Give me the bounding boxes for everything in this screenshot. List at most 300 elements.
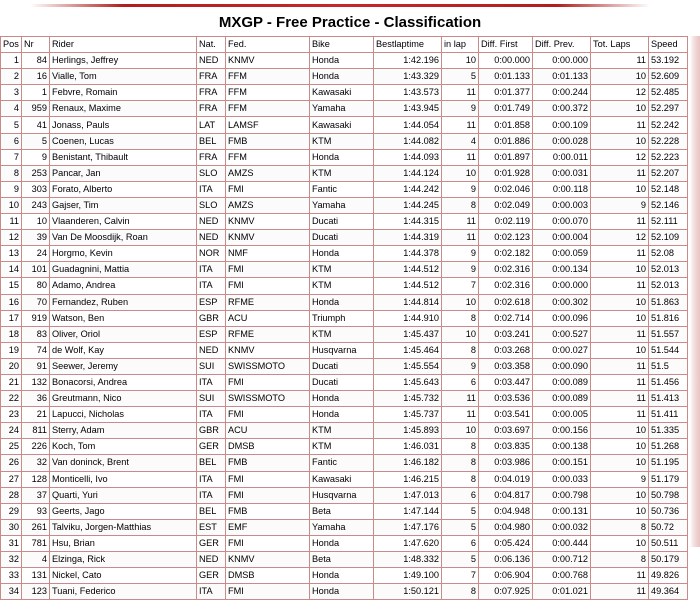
- cell-in-lap: 10: [442, 295, 479, 311]
- cell-pos: 18: [0, 327, 22, 343]
- cell-bestlaptime: 1:50.121: [374, 584, 442, 600]
- cell-speed: 49.826: [649, 568, 688, 584]
- cell-tot-laps: 12: [591, 85, 649, 101]
- cell-nr: 80: [22, 278, 50, 294]
- cell-bestlaptime: 1:44.315: [374, 214, 442, 230]
- table-row: [0, 455, 688, 471]
- cell-nat: ITA: [197, 262, 226, 278]
- cell-diff-prev: 0:00.131: [533, 504, 591, 520]
- cell-bestlaptime: 1:44.093: [374, 150, 442, 166]
- table-row: [0, 375, 688, 391]
- table-row: [0, 53, 688, 69]
- cell-diff-first: 0:02.046: [479, 182, 533, 198]
- cell-bestlaptime: 1:43.573: [374, 85, 442, 101]
- cell-rider: Hsu, Brian: [50, 536, 197, 552]
- cell-bike: Ducati: [310, 214, 374, 230]
- cell-diff-prev: 0:00.004: [533, 230, 591, 246]
- cell-tot-laps: 10: [591, 311, 649, 327]
- table-row: [0, 262, 688, 278]
- cell-bestlaptime: 1:45.737: [374, 407, 442, 423]
- cell-in-lap: 11: [442, 407, 479, 423]
- cell-diff-prev: 0:00.798: [533, 488, 591, 504]
- cell-tot-laps: 11: [591, 391, 649, 407]
- cell-diff-prev: 0:00.032: [533, 520, 591, 536]
- cell-fed: AMZS: [226, 166, 310, 182]
- cell-in-lap: 9: [442, 182, 479, 198]
- cell-tot-laps: 11: [591, 584, 649, 600]
- cell-rider: Bonacorsi, Andrea: [50, 375, 197, 391]
- cell-pos: 12: [0, 230, 22, 246]
- cell-fed: RFME: [226, 327, 310, 343]
- cell-fed: FMI: [226, 375, 310, 391]
- cell-fed: ACU: [226, 423, 310, 439]
- cell-diff-first: 0:02.316: [479, 262, 533, 278]
- cell-nr: 261: [22, 520, 50, 536]
- cell-diff-prev: 0:00.527: [533, 327, 591, 343]
- cell-nr: 226: [22, 439, 50, 455]
- cell-diff-first: 0:03.358: [479, 359, 533, 375]
- cell-rider: Benistant, Thibault: [50, 150, 197, 166]
- cell-nat: NED: [197, 53, 226, 69]
- cell-speed: 52.297: [649, 101, 688, 117]
- cell-nr: 303: [22, 182, 50, 198]
- cell-speed: 51.411: [649, 407, 688, 423]
- cell-tot-laps: 10: [591, 295, 649, 311]
- cell-diff-first: 0:03.268: [479, 343, 533, 359]
- cell-bike: Ducati: [310, 375, 374, 391]
- cell-bike: KTM: [310, 262, 374, 278]
- cell-bike: KTM: [310, 439, 374, 455]
- table-header-row: [0, 36, 688, 53]
- cell-bestlaptime: 1:45.893: [374, 423, 442, 439]
- cell-diff-first: 0:02.049: [479, 198, 533, 214]
- cell-rider: Febvre, Romain: [50, 85, 197, 101]
- cell-diff-first: 0:02.618: [479, 295, 533, 311]
- cell-diff-first: 0:04.948: [479, 504, 533, 520]
- cell-nat: GER: [197, 568, 226, 584]
- table-row: [0, 504, 688, 520]
- cell-nat: ITA: [197, 182, 226, 198]
- cell-tot-laps: 12: [591, 150, 649, 166]
- cell-fed: FMB: [226, 134, 310, 150]
- cell-bestlaptime: 1:45.643: [374, 375, 442, 391]
- cell-bike: Honda: [310, 246, 374, 262]
- cell-fed: SWISSMOTO: [226, 391, 310, 407]
- cell-pos: 29: [0, 504, 22, 520]
- cell-diff-first: 0:04.817: [479, 488, 533, 504]
- table-row: [0, 311, 688, 327]
- cell-bestlaptime: 1:42.196: [374, 53, 442, 69]
- cell-diff-first: 0:00.000: [479, 53, 533, 69]
- cell-fed: FMI: [226, 472, 310, 488]
- cell-pos: 8: [0, 166, 22, 182]
- cell-nat: ITA: [197, 407, 226, 423]
- cell-rider: Greutmann, Nico: [50, 391, 197, 407]
- cell-in-lap: 6: [442, 536, 479, 552]
- cell-diff-first: 0:04.019: [479, 472, 533, 488]
- cell-fed: FMI: [226, 262, 310, 278]
- cell-speed: 53.192: [649, 53, 688, 69]
- cell-speed: 52.111: [649, 214, 688, 230]
- cell-nr: 83: [22, 327, 50, 343]
- cell-tot-laps: 10: [591, 182, 649, 198]
- cell-nr: 243: [22, 198, 50, 214]
- cell-diff-first: 0:01.133: [479, 69, 533, 85]
- column-header-diff-first: Diff. First: [479, 36, 533, 53]
- cell-nr: 21: [22, 407, 50, 423]
- cell-bike: Honda: [310, 407, 374, 423]
- cell-rider: Horgmo, Kevin: [50, 246, 197, 262]
- cell-in-lap: 11: [442, 85, 479, 101]
- cell-nat: BEL: [197, 455, 226, 471]
- cell-diff-prev: 0:01.021: [533, 584, 591, 600]
- cell-tot-laps: 10: [591, 69, 649, 85]
- cell-bestlaptime: 1:46.031: [374, 439, 442, 455]
- cell-diff-first: 0:06.136: [479, 552, 533, 568]
- cell-nat: FRA: [197, 85, 226, 101]
- cell-bestlaptime: 1:44.378: [374, 246, 442, 262]
- cell-tot-laps: 10: [591, 504, 649, 520]
- cell-in-lap: 10: [442, 327, 479, 343]
- cell-diff-first: 0:01.858: [479, 117, 533, 133]
- cell-diff-prev: 0:00.118: [533, 182, 591, 198]
- cell-pos: 22: [0, 391, 22, 407]
- cell-diff-first: 0:02.182: [479, 246, 533, 262]
- cell-pos: 14: [0, 262, 22, 278]
- cell-rider: Van De Moosdijk, Roan: [50, 230, 197, 246]
- cell-pos: 13: [0, 246, 22, 262]
- cell-nat: GBR: [197, 311, 226, 327]
- cell-diff-prev: 0:00.134: [533, 262, 591, 278]
- table-row: [0, 423, 688, 439]
- cell-tot-laps: 10: [591, 439, 649, 455]
- cell-diff-prev: 0:00.033: [533, 472, 591, 488]
- column-header-nat: Nat.: [197, 36, 226, 53]
- cell-rider: Tuani, Federico: [50, 584, 197, 600]
- cell-pos: 25: [0, 439, 22, 455]
- cell-bestlaptime: 1:48.332: [374, 552, 442, 568]
- cell-fed: FMB: [226, 504, 310, 520]
- cell-bestlaptime: 1:45.732: [374, 391, 442, 407]
- cell-speed: 51.863: [649, 295, 688, 311]
- cell-bike: Honda: [310, 536, 374, 552]
- cell-diff-prev: 0:00.003: [533, 198, 591, 214]
- right-edge-decoration: [690, 36, 700, 547]
- table-row: [0, 295, 688, 311]
- cell-diff-first: 0:07.925: [479, 584, 533, 600]
- cell-bestlaptime: 1:47.620: [374, 536, 442, 552]
- cell-nr: 4: [22, 552, 50, 568]
- cell-tot-laps: 10: [591, 101, 649, 117]
- cell-pos: 7: [0, 150, 22, 166]
- cell-speed: 50.72: [649, 520, 688, 536]
- table-row: [0, 117, 688, 133]
- cell-in-lap: 9: [442, 246, 479, 262]
- cell-nat: NOR: [197, 246, 226, 262]
- cell-diff-prev: 0:00.070: [533, 214, 591, 230]
- column-header-bestlaptime: Bestlaptime: [374, 36, 442, 53]
- cell-fed: FFM: [226, 101, 310, 117]
- cell-in-lap: 10: [442, 53, 479, 69]
- cell-diff-first: 0:01.886: [479, 134, 533, 150]
- cell-bike: KTM: [310, 327, 374, 343]
- cell-diff-first: 0:02.316: [479, 278, 533, 294]
- cell-speed: 52.207: [649, 166, 688, 182]
- cell-speed: 52.228: [649, 134, 688, 150]
- cell-diff-prev: 0:00.768: [533, 568, 591, 584]
- table-row: [0, 439, 688, 455]
- cell-nat: NED: [197, 343, 226, 359]
- cell-bike: KTM: [310, 423, 374, 439]
- cell-speed: 52.148: [649, 182, 688, 198]
- table-row: [0, 568, 688, 584]
- cell-diff-first: 0:02.714: [479, 311, 533, 327]
- column-header-in-lap: in lap: [442, 36, 479, 53]
- cell-tot-laps: 11: [591, 214, 649, 230]
- cell-bestlaptime: 1:46.215: [374, 472, 442, 488]
- cell-tot-laps: 9: [591, 472, 649, 488]
- cell-speed: 50.179: [649, 552, 688, 568]
- classification-table: [0, 36, 688, 600]
- cell-diff-prev: 0:00.059: [533, 246, 591, 262]
- cell-bike: Honda: [310, 584, 374, 600]
- table-row: [0, 69, 688, 85]
- cell-nat: ITA: [197, 375, 226, 391]
- cell-speed: 52.146: [649, 198, 688, 214]
- cell-nat: ITA: [197, 584, 226, 600]
- cell-in-lap: 8: [442, 472, 479, 488]
- cell-rider: Adamo, Andrea: [50, 278, 197, 294]
- cell-bestlaptime: 1:44.245: [374, 198, 442, 214]
- cell-pos: 16: [0, 295, 22, 311]
- table-row: [0, 359, 688, 375]
- cell-bike: Yamaha: [310, 101, 374, 117]
- cell-bike: Ducati: [310, 359, 374, 375]
- cell-diff-prev: 0:00.027: [533, 343, 591, 359]
- table-row: [0, 584, 688, 600]
- cell-fed: FFM: [226, 150, 310, 166]
- table-row: [0, 488, 688, 504]
- table-row: [0, 101, 688, 117]
- cell-fed: NMF: [226, 246, 310, 262]
- cell-diff-first: 0:03.697: [479, 423, 533, 439]
- cell-bike: Honda: [310, 391, 374, 407]
- cell-fed: KNMV: [226, 214, 310, 230]
- cell-nr: 811: [22, 423, 50, 439]
- cell-bike: Honda: [310, 69, 374, 85]
- cell-tot-laps: 11: [591, 407, 649, 423]
- cell-tot-laps: 8: [591, 520, 649, 536]
- cell-nr: 36: [22, 391, 50, 407]
- column-header-tot-laps: Tot. Laps: [591, 36, 649, 53]
- cell-bestlaptime: 1:47.013: [374, 488, 442, 504]
- cell-tot-laps: 10: [591, 343, 649, 359]
- cell-rider: de Wolf, Kay: [50, 343, 197, 359]
- cell-fed: ACU: [226, 311, 310, 327]
- cell-nat: GER: [197, 439, 226, 455]
- column-header-speed: Speed: [649, 36, 688, 53]
- cell-diff-first: 0:03.241: [479, 327, 533, 343]
- cell-pos: 21: [0, 375, 22, 391]
- cell-bestlaptime: 1:44.512: [374, 278, 442, 294]
- cell-diff-first: 0:01.377: [479, 85, 533, 101]
- cell-nat: GER: [197, 536, 226, 552]
- cell-diff-prev: 0:00.089: [533, 375, 591, 391]
- cell-pos: 17: [0, 311, 22, 327]
- cell-diff-prev: 0:00.138: [533, 439, 591, 455]
- cell-fed: DMSB: [226, 439, 310, 455]
- cell-pos: 28: [0, 488, 22, 504]
- cell-pos: 32: [0, 552, 22, 568]
- cell-diff-prev: 0:00.000: [533, 53, 591, 69]
- cell-speed: 52.223: [649, 150, 688, 166]
- column-header-nr: Nr: [22, 36, 50, 53]
- cell-tot-laps: 8: [591, 552, 649, 568]
- cell-bike: Triumph: [310, 311, 374, 327]
- cell-speed: 50.798: [649, 488, 688, 504]
- cell-fed: FMI: [226, 182, 310, 198]
- cell-diff-first: 0:01.749: [479, 101, 533, 117]
- table-row: [0, 198, 688, 214]
- cell-nr: 74: [22, 343, 50, 359]
- cell-nat: ITA: [197, 472, 226, 488]
- table-row: [0, 246, 688, 262]
- column-header-diff-prev: Diff. Prev.: [533, 36, 591, 53]
- cell-diff-prev: 0:00.151: [533, 455, 591, 471]
- cell-speed: 51.335: [649, 423, 688, 439]
- cell-fed: LAMSF: [226, 117, 310, 133]
- cell-bike: Honda: [310, 568, 374, 584]
- cell-nat: NED: [197, 552, 226, 568]
- cell-pos: 20: [0, 359, 22, 375]
- cell-pos: 27: [0, 472, 22, 488]
- cell-nat: FRA: [197, 150, 226, 166]
- cell-nr: 37: [22, 488, 50, 504]
- cell-nat: ITA: [197, 488, 226, 504]
- cell-in-lap: 5: [442, 552, 479, 568]
- cell-bike: KTM: [310, 134, 374, 150]
- cell-tot-laps: 10: [591, 455, 649, 471]
- cell-bestlaptime: 1:44.814: [374, 295, 442, 311]
- cell-speed: 51.544: [649, 343, 688, 359]
- cell-nat: NED: [197, 214, 226, 230]
- table-row: [0, 343, 688, 359]
- cell-tot-laps: 10: [591, 262, 649, 278]
- cell-rider: Guadagnini, Mattia: [50, 262, 197, 278]
- cell-diff-first: 0:03.447: [479, 375, 533, 391]
- cell-rider: Seewer, Jeremy: [50, 359, 197, 375]
- column-header-rider: Rider: [50, 36, 197, 53]
- cell-nr: 101: [22, 262, 50, 278]
- cell-nr: 84: [22, 53, 50, 69]
- cell-speed: 51.179: [649, 472, 688, 488]
- cell-rider: Monticelli, Ivo: [50, 472, 197, 488]
- cell-diff-first: 0:02.119: [479, 214, 533, 230]
- page-title: MXGP - Free Practice - Classification: [218, 14, 482, 31]
- cell-tot-laps: 11: [591, 375, 649, 391]
- cell-tot-laps: 11: [591, 117, 649, 133]
- cell-nr: 91: [22, 359, 50, 375]
- cell-pos: 9: [0, 182, 22, 198]
- cell-rider: Koch, Tom: [50, 439, 197, 455]
- cell-nr: 123: [22, 584, 50, 600]
- cell-fed: DMSB: [226, 568, 310, 584]
- cell-bestlaptime: 1:43.945: [374, 101, 442, 117]
- cell-bike: KTM: [310, 166, 374, 182]
- cell-in-lap: 5: [442, 69, 479, 85]
- cell-pos: 31: [0, 536, 22, 552]
- cell-in-lap: 11: [442, 117, 479, 133]
- cell-diff-prev: 0:00.005: [533, 407, 591, 423]
- cell-nr: 93: [22, 504, 50, 520]
- cell-speed: 49.364: [649, 584, 688, 600]
- cell-diff-prev: 0:00.109: [533, 117, 591, 133]
- cell-nr: 24: [22, 246, 50, 262]
- cell-bike: Husqvarna: [310, 343, 374, 359]
- cell-speed: 52.242: [649, 117, 688, 133]
- cell-diff-prev: 0:01.133: [533, 69, 591, 85]
- cell-nat: SLO: [197, 166, 226, 182]
- cell-bike: Honda: [310, 53, 374, 69]
- cell-in-lap: 7: [442, 278, 479, 294]
- cell-bestlaptime: 1:43.329: [374, 69, 442, 85]
- cell-speed: 52.08: [649, 246, 688, 262]
- cell-bike: Fantic: [310, 182, 374, 198]
- cell-fed: FMI: [226, 407, 310, 423]
- cell-nr: 39: [22, 230, 50, 246]
- cell-speed: 51.268: [649, 439, 688, 455]
- cell-diff-prev: 0:00.011: [533, 150, 591, 166]
- cell-nr: 9: [22, 150, 50, 166]
- cell-in-lap: 7: [442, 568, 479, 584]
- cell-tot-laps: 10: [591, 488, 649, 504]
- cell-in-lap: 4: [442, 134, 479, 150]
- table-row: [0, 134, 688, 150]
- cell-nat: SLO: [197, 198, 226, 214]
- cell-nr: 919: [22, 311, 50, 327]
- cell-diff-prev: 0:00.444: [533, 536, 591, 552]
- cell-in-lap: 11: [442, 214, 479, 230]
- cell-pos: 5: [0, 117, 22, 133]
- cell-bestlaptime: 1:45.554: [374, 359, 442, 375]
- cell-pos: 4: [0, 101, 22, 117]
- cell-diff-prev: 0:00.244: [533, 85, 591, 101]
- cell-nat: EST: [197, 520, 226, 536]
- cell-fed: FMI: [226, 584, 310, 600]
- table-row: [0, 327, 688, 343]
- cell-fed: FMI: [226, 278, 310, 294]
- cell-diff-prev: 0:00.031: [533, 166, 591, 182]
- cell-nat: SUI: [197, 359, 226, 375]
- cell-fed: FFM: [226, 69, 310, 85]
- cell-tot-laps: 11: [591, 568, 649, 584]
- cell-diff-first: 0:02.123: [479, 230, 533, 246]
- cell-bike: Kawasaki: [310, 472, 374, 488]
- column-header-fed: Fed.: [226, 36, 310, 53]
- table-row: [0, 166, 688, 182]
- table-row: [0, 214, 688, 230]
- table-row: [0, 182, 688, 198]
- cell-diff-first: 0:03.536: [479, 391, 533, 407]
- cell-tot-laps: 11: [591, 53, 649, 69]
- cell-diff-prev: 0:00.712: [533, 552, 591, 568]
- cell-tot-laps: 11: [591, 246, 649, 262]
- cell-diff-first: 0:03.835: [479, 439, 533, 455]
- cell-nat: GBR: [197, 423, 226, 439]
- cell-nat: LAT: [197, 117, 226, 133]
- cell-bike: Honda: [310, 295, 374, 311]
- cell-nr: 32: [22, 455, 50, 471]
